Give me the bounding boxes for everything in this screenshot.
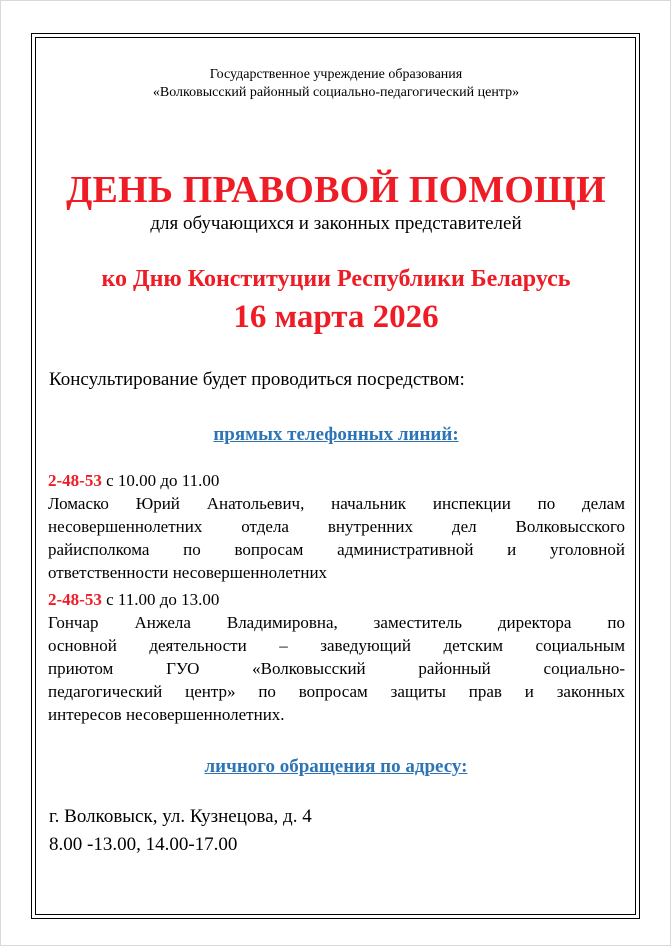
organization-line-2: «Волковысский районный социально-педагогический центр» (152, 85, 520, 100)
phone-entry-1-line-4: ответственности несовершеннолетних (48, 563, 328, 582)
phone-time-1: с 10.00 до 11.00 (101, 471, 220, 490)
lead-text: Консультирование будет проводиться посредством: (49, 369, 465, 390)
working-hours: 8.00 -13.00, 14.00-17.00 (49, 834, 238, 855)
phone-section-heading: прямых телефонных линий: (213, 424, 459, 445)
visit-section-heading: личного обращения по адресу: (204, 756, 468, 777)
phone-entry-1-line-3: райисполкома по вопросам административной и уголовной (48, 540, 625, 559)
phone-time-2: с 11.00 до 13.00 (101, 590, 220, 609)
phone-entry-1-line-1: Ломаско Юрий Анатольевич, начальник инспекции по делам (48, 494, 625, 513)
main-title: ДЕНЬ ПРАВОВОЙ ПОМОЩИ (66, 169, 606, 211)
phone-entry-2 (48, 588, 625, 726)
phone-entry-2-header (48, 588, 625, 611)
phone-entry-2-line-1: Гончар Анжела Владимировна, заместитель директора по (48, 613, 625, 632)
event-date: 16 марта 2026 (233, 299, 439, 335)
phone-entry-1 (48, 469, 625, 584)
phone-entry-1-header (48, 469, 625, 492)
phone-entry-1-line-2: несовершеннолетних отдела внутренних дел Волковысского (48, 517, 625, 536)
phone-entry-2-line-3: приютом ГУО «Волковысский районный социально- (48, 659, 625, 678)
phone-number-2: 2-48-53 (48, 590, 102, 609)
phone-entry-2-line-4: педагогический центр» по вопросам защиты прав и законных (48, 682, 625, 701)
phone-entry-2-line-5: интересов несовершеннолетних. (48, 705, 285, 724)
organization-line-1: Государственное учреждение образования (209, 67, 463, 82)
address: г. Волковыск, ул. Кузнецова, д. 4 (49, 806, 312, 827)
phone-entry-2-line-2: основной деятельности – заведующий детским социальным (48, 636, 625, 655)
phone-number-1: 2-48-53 (48, 471, 102, 490)
subtitle: для обучающихся и законных представителей (150, 213, 522, 234)
occasion-line: ко Дню Конституции Республики Беларусь (101, 266, 571, 292)
